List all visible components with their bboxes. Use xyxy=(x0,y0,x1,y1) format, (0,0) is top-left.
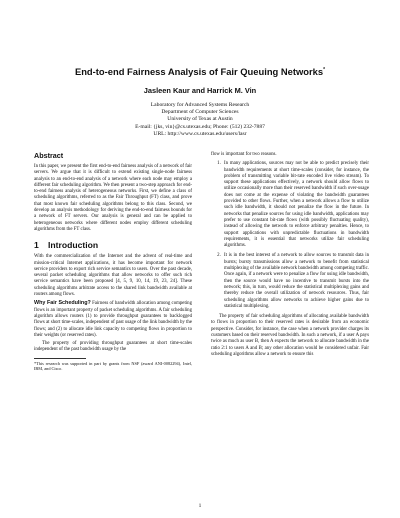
intro-paragraph-2 xyxy=(34,300,192,339)
runin-heading: Why Fair Scheduling? xyxy=(34,300,91,307)
section-title: Introduction xyxy=(48,240,99,251)
abstract-heading: Abstract xyxy=(34,151,64,160)
right-lead-text: flow is important for two reasons. xyxy=(211,152,277,157)
list-item: 1. In many applications, sources may not be able to predict precisely their bandwidth requirements at short time-scales (consider, for instance, the problem of transmitting variable bit-rate encoded live video stream). To support these applications effectively, a network should allow flows to utilize occasionally more than their reserved bandwidth if such over-usage does not come at the expense of violating the bandwidth guarantees provided to other flows. Further, when a network allows a flow to utilize such idle bandwidth, it should not penalize the flow in the future. In networks that penalize sources for using idle bandwidth, applications may prefer to use constant bit-rate flows (with possibly fluctuating quality), instead of allowing the network to enforce arbitrary penalties. Hence, to support applications with unpredictable fluctuations in bandwidth requirements, it is essential that networks utilize fair scheduling algorithms. xyxy=(222,161,369,249)
affiliation-lab: Laboratory for Advanced Systems Research xyxy=(150,102,250,108)
intro-paragraph-1: With the commercialization of the Internet and the advent of real-time and mission-critical Internet applications, it has become important for network service providers to export rich service semantics to users. Over the past decade, several packet scheduling algorithms that allow networks to offer such rich service semantics have been proposed [4, 5, 9, 10, 14, 19, 23, 24]. These scheduling algorithms arbitrate access to the shared link bandwidth available at routers among flows. xyxy=(34,254,192,298)
title-text: End-to-end Fairness Analysis of Fair Queuing Networks xyxy=(74,66,324,77)
intro-heading xyxy=(34,240,192,250)
footnote-rule xyxy=(34,358,86,359)
affiliation-block xyxy=(0,102,400,138)
affiliation-url: URL: http://www.cs.utexas.edu/users/lasr xyxy=(153,130,247,137)
intro-paragraph-2-text: Fairness of bandwidth allocation among competing flows is an important property of packet scheduling algorithms. A fair scheduling algorithm allows routers (1) to provide throughput guarantees to backlogged flows at short time-scales, independent of past usage of the link bandwidth by the flows; and (2) to allocate idle link capacity to competing flows in proportion to their weights (or reserved rates). xyxy=(34,301,192,338)
affiliation-university: University of Texas at Austin xyxy=(167,116,233,123)
list-item: 2. It is in the best interest of a network to allow sources to transmit data in bursts; bursty transmissions allow a network to benefit from statistical multiplexing of the available network bandwidth among competing traffic. Once again, if a network were to penalize a flow for using idle bandwidth, then the source would have no incentive to transmit bursts into the network; this, in turn, would reduce the statistical multiplexing gains and thereby reduce the overall utilization of network resources. Thus, fair scheduling algorithms allow networks to achieve higher gains due to statistical multiplexing. xyxy=(222,253,369,310)
page-number: 1 xyxy=(198,503,202,509)
paper-title xyxy=(0,66,400,77)
right-paragraph: The property of fair scheduling algorithms of allocating available bandwidth to flows in proportion to their reserved rates is desirable from an economic perspective. Consider, for instance, the case when a network provider charges its customers based on their reserved bandwidth. In such a network, if a user A pays twice as much as user B, then A expects the network to allocate bandwidth in the ratio 2:1 to users A and B; any other allocation would be considered unfair. Fair scheduling algorithms allow a network to ensure this xyxy=(211,314,369,357)
affiliation-department: Department of Computer Sciences xyxy=(161,109,239,116)
reasons-list xyxy=(211,161,369,310)
abstract-text: In this paper, we present the first end-to-end fairness analysis of a network of fair servers. We argue that it is difficult to extend existing single-node fairness analysis to an end-to-end analysis of a network where each node may employ a different fair scheduling algorithm. We then present a two-step approach for end-to-end fairness analysis of heterogeneous networks. First, we define a class of scheduling algorithms, referred to as the Fair Throughput (FT) class, and prove that most known fair scheduling algorithms belong to this class. Second, we develop an analysis methodology for deriving the end-to-end fairness bounds for a network of FT servers. Our analysis is general and can be applied to heterogeneous networks where different nodes employ different scheduling algorithms from the FT class. xyxy=(34,164,192,232)
authors: Jasleen Kaur and Harrick M. Vin xyxy=(143,86,257,95)
intro-paragraph-3: The property of providing throughput guarantees at short time-scales independent of the past bandwidth usage by the xyxy=(34,341,192,353)
affiliation-contact: E-mail: {jks, vin}@cs.utexas.edu; Phone: (512) 232-7887 xyxy=(135,123,265,130)
section-number: 1 xyxy=(34,240,39,251)
footnote: *This research was supported in part by grants from NSF (award ANI-0082294), Intel, IBM, and Cisco. xyxy=(34,360,192,372)
right-column xyxy=(211,152,369,360)
left-column xyxy=(34,152,192,372)
title-footnote-mark: * xyxy=(323,66,326,73)
